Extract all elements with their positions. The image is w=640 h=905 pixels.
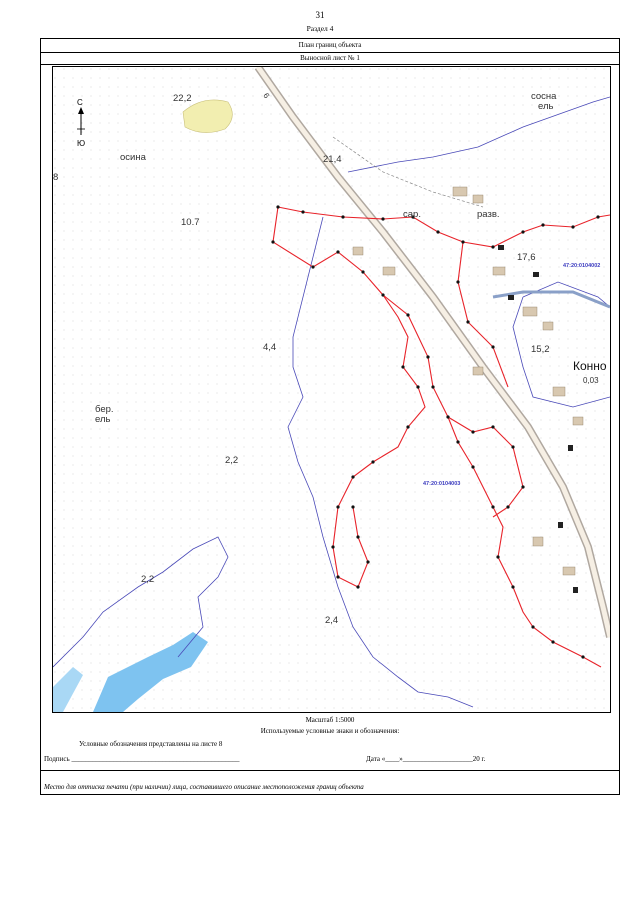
- place-label-konno: Конно: [573, 359, 607, 373]
- road-number: 6: [261, 91, 272, 100]
- legend-title: Используемые условные знаки и обозначения:: [260, 727, 400, 735]
- height-label: 22,2: [173, 93, 192, 104]
- place-label-sar: сар.: [403, 209, 421, 220]
- forest-label-ber: бер.: [95, 404, 114, 415]
- date-field: Дата «____»____________________20 г.: [366, 755, 486, 763]
- north-label: С: [77, 98, 83, 107]
- page-number: 31: [315, 10, 325, 20]
- height-label: 10.7: [181, 217, 200, 228]
- map-canvas[interactable]: [53, 67, 610, 712]
- map-viewport[interactable]: [52, 66, 611, 713]
- forest-label-el2: ель: [95, 414, 111, 425]
- height-label: 2,4: [325, 615, 339, 626]
- legend-note: Условные обозначения представлены на листе 8: [79, 740, 223, 748]
- height-label: 15,2: [531, 344, 550, 355]
- stamp-note: Место для оттиска печати (при наличии) лица, составившего описание местоположения границ объекта: [44, 783, 364, 791]
- value-label: 0,03: [583, 376, 599, 385]
- height-label: 4,4: [263, 342, 277, 353]
- forest-label-el: ель: [538, 101, 554, 112]
- height-label: 2,2: [141, 574, 155, 585]
- map-scale: Масштаб 1:5000: [305, 716, 355, 724]
- cadastral-quarter-label: 47:20:0104002: [563, 263, 601, 269]
- forest-label-osina: осина: [120, 152, 146, 163]
- signature-field: Подпись ________________________________________________: [44, 755, 240, 763]
- section-title: Раздел 4: [306, 24, 334, 33]
- plan-title: План границ объекта: [41, 39, 619, 53]
- document-frame: [40, 38, 620, 795]
- height-label: 21,4: [323, 154, 342, 165]
- divider: [41, 770, 619, 771]
- number-label: 8: [53, 172, 59, 183]
- height-label: 17,6: [517, 252, 536, 263]
- sheet-title: Выносной лист № 1: [41, 52, 619, 65]
- height-label: 2,2: [225, 455, 239, 466]
- forest-label-sosna: сосна: [531, 91, 557, 102]
- cadastral-quarter-label: 47:20:0104003: [423, 481, 461, 487]
- place-label-razv: разв.: [477, 209, 500, 220]
- south-label: Ю: [77, 139, 86, 148]
